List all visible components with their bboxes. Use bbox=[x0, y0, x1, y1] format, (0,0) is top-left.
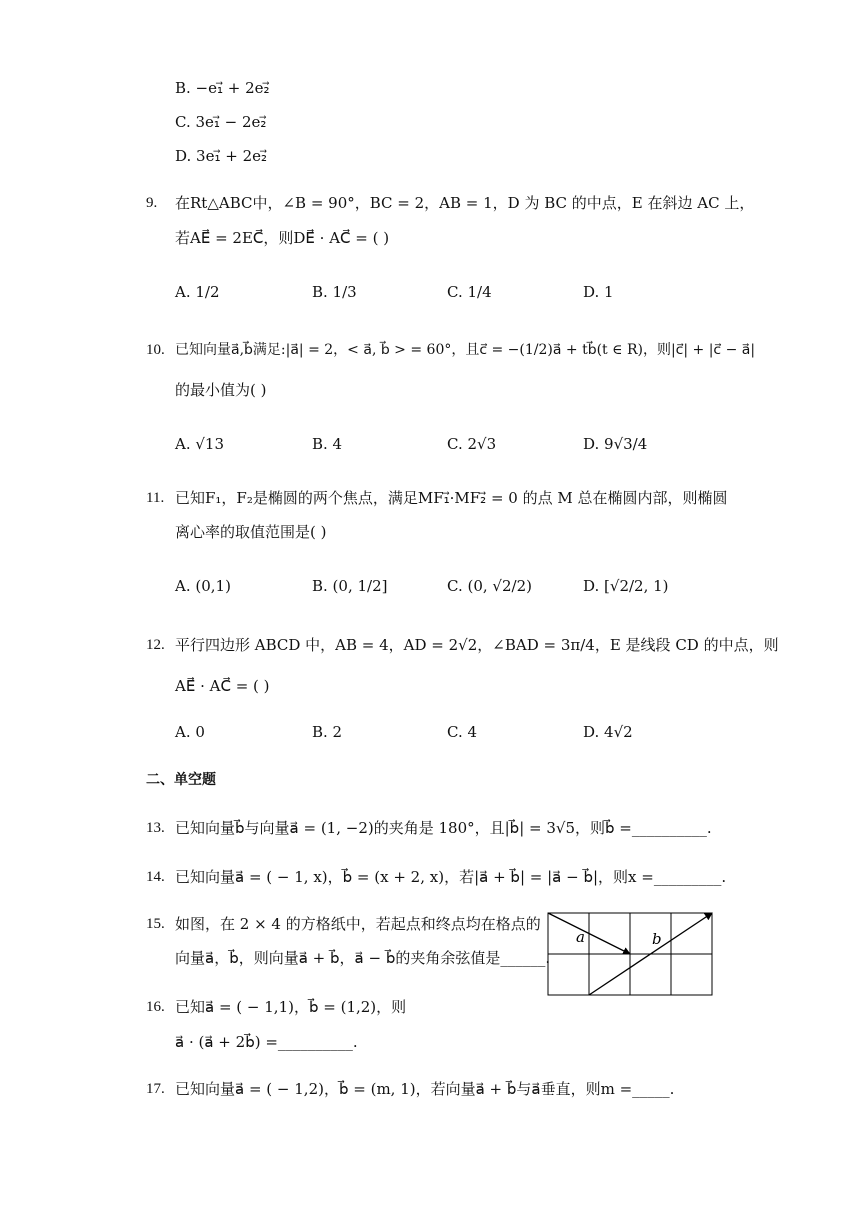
q12-number: 12. bbox=[146, 637, 165, 653]
q11-option-d: D. [√2/2, 1) bbox=[583, 577, 669, 595]
q11-option-a: A. (0,1) bbox=[175, 577, 231, 595]
q9-stem-line2: 若AE⃗ = 2EC⃗，则DE⃗ · AC⃗ = ( ) bbox=[175, 229, 390, 247]
q16-stem-line2: a⃗ · (a⃗ + 2b⃗) =__________. bbox=[175, 1033, 358, 1051]
q9-number: 9. bbox=[146, 195, 158, 211]
q11-option-b: B. (0, 1/2] bbox=[312, 577, 388, 595]
q17-number: 17. bbox=[146, 1081, 165, 1097]
q15-grid-figure bbox=[546, 909, 714, 997]
q15-stem-line1: 如图，在 2 × 4 的方格纸中，若起点和终点均在格点的 bbox=[175, 915, 541, 933]
q8-option-d: D. 3e₁⃗ + 2e₂⃗ bbox=[175, 147, 267, 165]
q16-number: 16. bbox=[146, 999, 165, 1015]
q14-stem: 已知向量a⃗ = ( − 1, x)，b⃗ = (x + 2, x)，若|a⃗ + b⃗| = |a⃗ − b⃗|，则x =_________. bbox=[175, 868, 727, 886]
q10-option-c: C. 2√3 bbox=[447, 435, 497, 453]
q12-stem-line1: 平行四边形 ABCD 中，AB = 4，AD = 2√2，∠BAD = 3π/4，E 是线段 CD 的中点，则 bbox=[175, 636, 779, 654]
q13-number: 13. bbox=[146, 820, 165, 836]
q10-stem-line2: 的最小值为( ) bbox=[175, 381, 267, 399]
q13-stem: 已知向量b⃗与向量a⃗ = (1, −2)的夹角是 180°，且|b⃗| = 3√5，则b⃗ =__________. bbox=[175, 819, 712, 837]
q11-option-c: C. (0, √2/2) bbox=[447, 577, 532, 595]
q15-number: 15. bbox=[146, 916, 165, 932]
q11-stem-line2: 离心率的取值范围是( ) bbox=[175, 523, 327, 541]
q10-stem-line1: 已知向量a⃗,b⃗满足:|a⃗| = 2，< a⃗, b⃗ > = 60°，且c⃗ = −(1/2)a⃗ + tb⃗(t ∈ R)，则|c⃗| + |c⃗ − a⃗| bbox=[175, 342, 756, 358]
vector-a-label: a bbox=[576, 928, 585, 946]
q8-option-c: C. 3e₁⃗ − 2e₂⃗ bbox=[175, 113, 267, 131]
q14-number: 14. bbox=[146, 869, 165, 885]
q9-option-c: C. 1/4 bbox=[447, 283, 492, 301]
vector-b-label: b bbox=[652, 930, 662, 948]
q12-option-b: B. 2 bbox=[312, 723, 343, 741]
q8-option-b: B. −e₁⃗ + 2e₂⃗ bbox=[175, 79, 270, 97]
q10-option-a: A. √13 bbox=[175, 435, 225, 453]
q12-option-c: C. 4 bbox=[447, 723, 478, 741]
q9-option-a: A. 1/2 bbox=[175, 283, 220, 301]
q11-stem-line1: 已知F₁，F₂是椭圆的两个焦点，满足MF₁⃗·MF₂⃗ = 0 的点 M 总在椭圆内部，则椭圆 bbox=[175, 489, 728, 507]
q10-option-d: D. 9√3/4 bbox=[583, 435, 648, 453]
q15-stem-line2: 向量a⃗，b⃗，则向量a⃗ + b⃗，a⃗ − b⃗的夹角余弦值是______. bbox=[175, 949, 551, 967]
q12-option-d: D. 4√2 bbox=[583, 723, 633, 741]
section-heading-fill-in: 二、单空题 bbox=[146, 772, 216, 788]
q9-option-b: B. 1/3 bbox=[312, 283, 357, 301]
q12-stem-line2: AE⃗ · AC⃗ = ( ) bbox=[175, 677, 270, 695]
q9-stem-line1: 在Rt△ABC中，∠B = 90°，BC = 2，AB = 1，D 为 BC 的中点，E 在斜边 AC 上， bbox=[175, 194, 755, 212]
q10-number: 10. bbox=[146, 342, 165, 358]
q11-number: 11. bbox=[146, 490, 165, 506]
q9-option-d: D. 1 bbox=[583, 283, 614, 301]
q17-stem: 已知向量a⃗ = ( − 1,2)，b⃗ = (m, 1)，若向量a⃗ + b⃗与a⃗垂直，则m =_____. bbox=[175, 1080, 675, 1098]
q16-stem-line1: 已知a⃗ = ( − 1,1)，b⃗ = (1,2)，则 bbox=[175, 998, 407, 1016]
q12-option-a: A. 0 bbox=[175, 723, 205, 741]
q10-option-b: B. 4 bbox=[312, 435, 343, 453]
